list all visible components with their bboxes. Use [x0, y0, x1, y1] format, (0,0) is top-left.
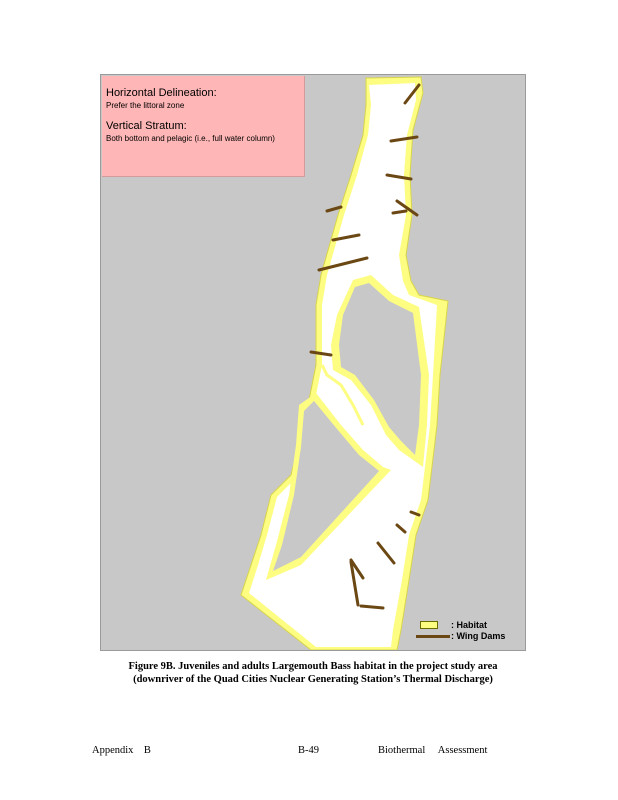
footer-page-number: B-49: [298, 745, 319, 756]
footer-appendix: Appendix B: [92, 745, 151, 756]
wing-dam: [393, 211, 406, 213]
horizontal-delineation-heading: Horizontal Delineation:: [106, 87, 217, 99]
wing-dam-swatch: [416, 635, 450, 638]
wing-dams-label: : Wing Dams: [451, 631, 506, 641]
wing-dam: [327, 207, 341, 211]
caption-line-2: (downriver of the Quad Cities Nuclear Generating Station’s Thermal Discharge): [133, 674, 493, 685]
horizontal-delineation-text: Prefer the littoral zone: [106, 101, 185, 110]
footer-section: Biothermal Assessment: [378, 745, 488, 756]
habitat-map: [100, 74, 526, 651]
vertical-stratum-heading: Vertical Stratum:: [106, 120, 187, 132]
habitat-info-box: [102, 76, 305, 177]
habitat-swatch: [420, 621, 438, 629]
habitat-label: : Habitat: [451, 620, 487, 630]
map-legend: [416, 620, 526, 646]
figure-caption: [100, 660, 526, 686]
wing-dam: [361, 606, 383, 608]
caption-line-1: Figure 9B. Juveniles and adults Largemouth Bass habitat in the project study area: [128, 661, 498, 672]
vertical-stratum-text: Both bottom and pelagic (i.e., full water column): [106, 134, 275, 143]
